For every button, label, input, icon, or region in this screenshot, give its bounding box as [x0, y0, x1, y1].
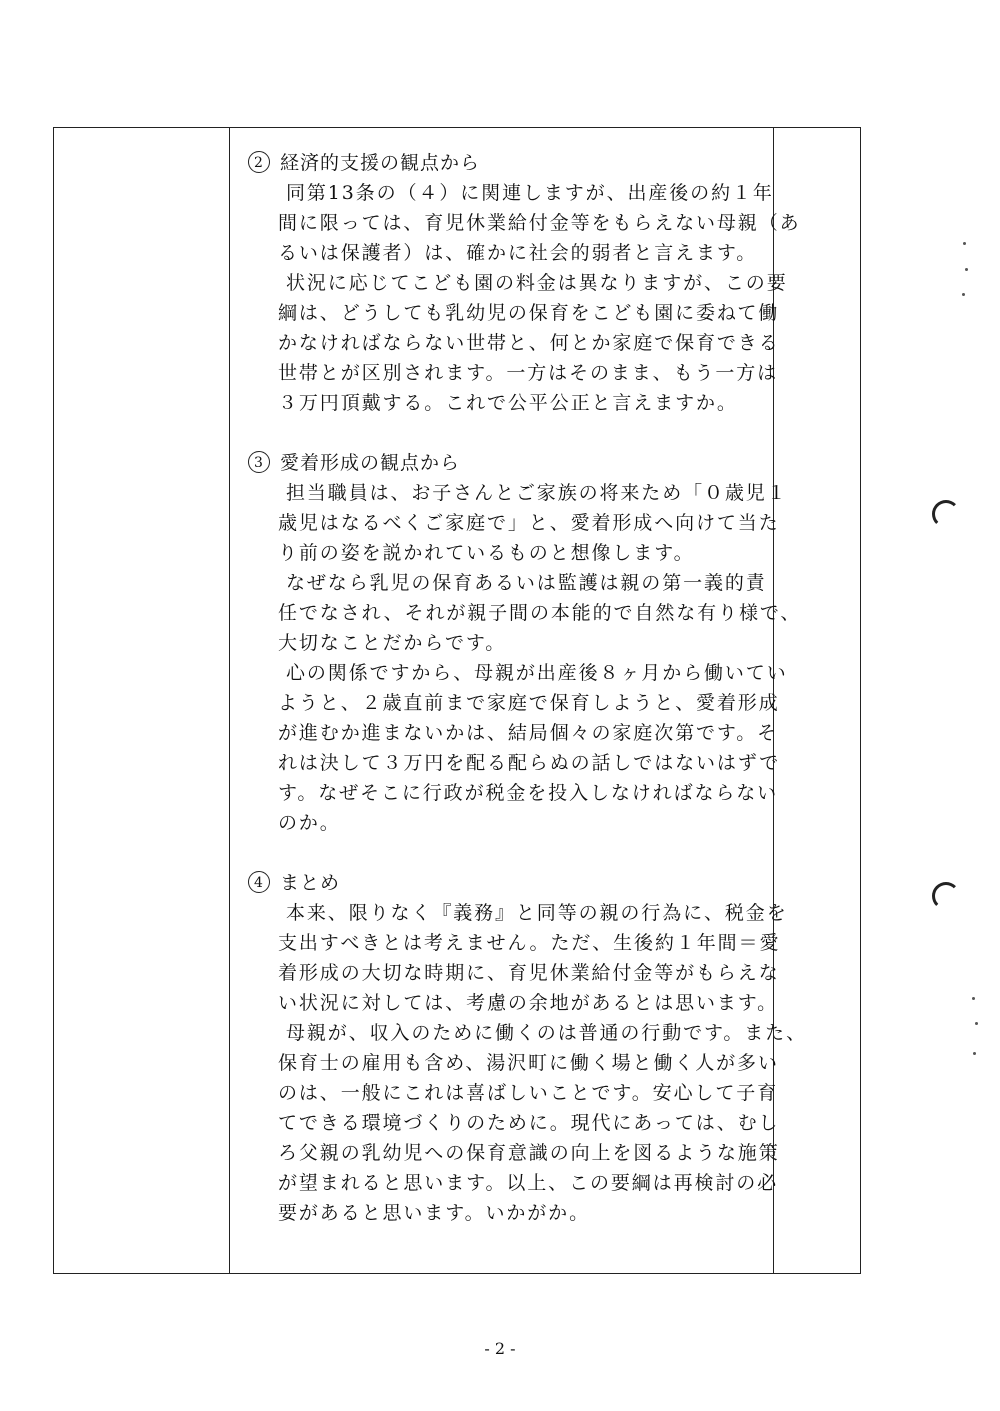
text-line: のは、一般にこれは喜ばしいことです。安心して子育 — [278, 1082, 779, 1104]
section-heading — [248, 148, 778, 178]
circled-number: 3 — [248, 451, 270, 473]
text-line: 保育士の雇用も含め、湯沢町に働く場と働く人が多い — [278, 1052, 779, 1074]
scan-speck — [972, 997, 975, 1000]
text-line: い状況に対しては、考慮の余地があるとは思います。 — [278, 992, 779, 1014]
text-line: 母親が、収入のために働くのは普通の行動です。また、 — [286, 1022, 807, 1044]
circled-number: 2 — [248, 151, 270, 173]
text-line: かなければならない世帯と、何とか家庭で保育できる — [278, 332, 780, 354]
scan-speck — [963, 242, 966, 245]
body-text — [248, 148, 807, 1228]
section-title: まとめ — [280, 872, 341, 894]
text-line: 状況に応じてこども園の料金は異なりますが、この要 — [286, 272, 788, 294]
scan-speck — [962, 293, 965, 296]
text-line: 着形成の大切な時期に、育児休業給付金等がもらえな — [278, 962, 780, 984]
circled-number: 4 — [248, 871, 270, 893]
text-line: ３万円頂戴する。これで公平公正と言えますか。 — [278, 392, 738, 414]
page-number: - 2 - — [484, 1339, 516, 1358]
section-title: 愛着形成の観点から — [280, 452, 461, 474]
section-heading — [248, 868, 778, 898]
text-line: 心の関係ですから、母親が出産後８ヶ月から働いてい — [286, 662, 788, 684]
scan-speck — [975, 1022, 978, 1025]
section-gap — [248, 838, 778, 868]
text-line: り前の姿を説かれているものと想像します。 — [278, 542, 695, 564]
text-line: す。なぜそこに行政が税金を投入しなければならない — [278, 782, 779, 804]
scan-speck — [973, 1052, 976, 1055]
text-line: 支出すべきとは考えません。ただ、生後約１年間＝愛 — [278, 932, 781, 954]
text-line: が望まれると思います。以上、この要綱は再検討の必 — [278, 1172, 779, 1194]
text-line: 担当職員は、お子さんとご家族の将来ため「０歳児１ — [286, 482, 788, 504]
text-line: のか。 — [278, 812, 341, 834]
text-line: 任でなされ、それが親子間の本能的で自然な有り様で、 — [278, 602, 802, 624]
text-line: が進むか進まないかは、結局個々の家庭次第です。そ — [278, 722, 779, 744]
text-line: 大切なことだからです。 — [278, 632, 507, 654]
text-line: 同第13条の（４）に関連しますが、出産後の約１年 — [286, 182, 774, 204]
scan-speck — [965, 268, 968, 271]
section — [248, 868, 807, 1228]
text-line: 要があると思います。いかがか。 — [278, 1202, 590, 1224]
text-line: 本来、限りなく『義務』と同等の親の行為に、税金を — [286, 902, 788, 924]
section-title: 経済的支援の観点から — [280, 152, 481, 174]
text-line: るいは保護者）は、確かに社会的弱者と言えます。 — [278, 242, 758, 264]
section — [248, 148, 801, 418]
text-line: てできる環境づくりのために。現代にあっては、むし — [278, 1112, 780, 1134]
text-line: なぜなら乳児の保育あるいは監護は親の第一義的責 — [286, 572, 767, 594]
section-gap — [248, 418, 778, 448]
text-line: ようと、２歳直前まで家庭で保育しようと、愛着形成 — [278, 692, 780, 714]
section — [248, 448, 802, 838]
punch-hole-mark — [932, 882, 960, 910]
text-line: れは決して３万円を配る配らぬの話しではないはずで — [278, 752, 781, 774]
punch-hole-mark — [932, 500, 960, 528]
text-line: 間に限っては、育児休業給付金等をもらえない母親（あ — [278, 212, 801, 234]
section-heading — [248, 448, 778, 478]
text-line: 綱は、どうしても乳幼児の保育をこども園に委ねて働 — [278, 302, 780, 324]
text-line: 世帯とが区別されます。一方はそのまま、もう一方は — [278, 362, 779, 384]
text-line: ろ父親の乳幼児への保育意識の向上を図るような施策 — [278, 1142, 780, 1164]
column-divider-left — [229, 128, 230, 1273]
text-line: 歳児はなるべくご家庭で」と、愛着形成へ向けて当た — [278, 512, 780, 534]
